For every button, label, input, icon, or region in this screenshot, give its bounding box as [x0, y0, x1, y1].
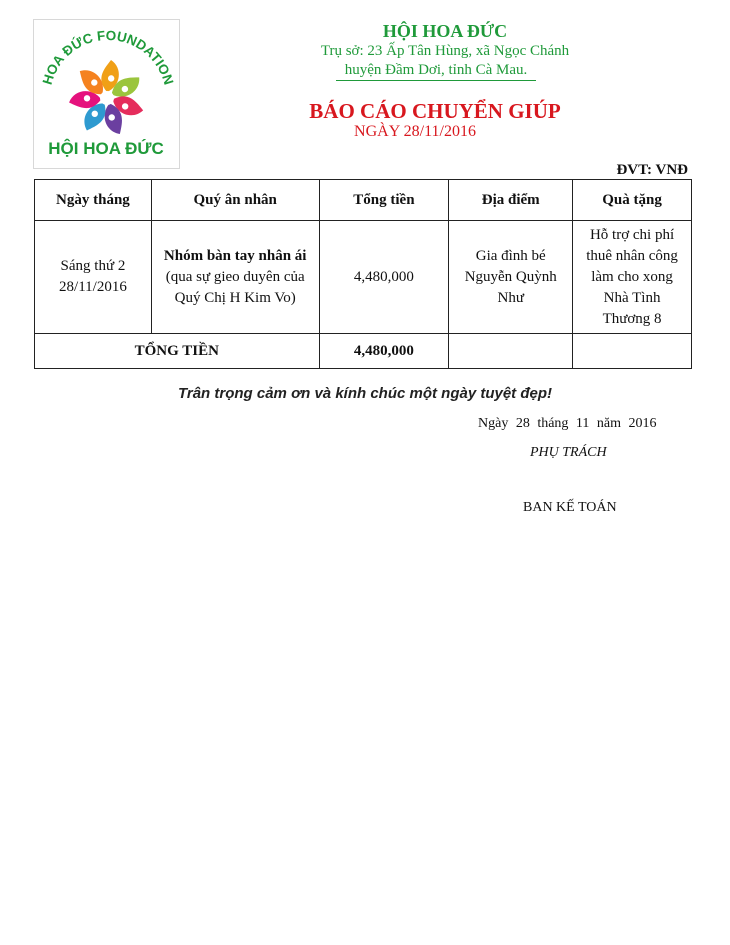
accounting-department: BAN KẾ TOÁN — [523, 500, 617, 515]
total-empty-location — [449, 334, 573, 369]
transfer-report-table — [34, 179, 692, 369]
total-amount: 4,480,000 — [319, 334, 449, 369]
total-label: TỔNG TIỀN — [35, 334, 320, 369]
date-line-2: 28/11/2016 — [59, 279, 127, 295]
total-row — [35, 334, 692, 369]
table-row — [35, 221, 692, 334]
header-gift: Quà tặng — [573, 180, 692, 221]
report-title: BÁO CÁO CHUYỂN GIÚP — [309, 99, 561, 123]
header-donor: Quý ân nhân — [151, 180, 319, 221]
thank-you-message: Trân trọng cảm ơn và kính chúc một ngày tuyệt đẹp! — [177, 385, 553, 402]
address-line-2: huyện Đầm Dơi, tỉnh Cà Mau. — [336, 62, 536, 81]
header-date: Ngày tháng — [35, 180, 152, 221]
cell-location: Gia đình bé Nguyễn Quỳnh Như — [449, 221, 573, 334]
foundation-logo — [33, 19, 180, 169]
signature-date: Ngày 28 tháng 11 năm 2016 — [478, 416, 657, 431]
report-date: NGÀY 28/11/2016 — [354, 123, 476, 140]
logo-bottom-text: HỘI HOA ĐỨC — [48, 139, 164, 158]
cell-donor — [151, 221, 319, 334]
address-line-1: Trụ sở: 23 Ấp Tân Hùng, xã Ngọc Chánh — [320, 43, 570, 59]
flower-logo-icon — [34, 20, 179, 168]
donor-note: (qua sự gieo duyên của Quý Chị H Kim Vo) — [165, 268, 305, 306]
header-amount: Tổng tiền — [319, 180, 449, 221]
total-empty-gift — [573, 334, 692, 369]
org-name: HỘI HOA ĐỨC — [382, 21, 508, 41]
currency-unit-label: ĐVT: VNĐ — [616, 162, 688, 178]
cell-amount: 4,480,000 — [319, 221, 449, 334]
header-location: Địa điểm — [449, 180, 573, 221]
in-charge-label: PHỤ TRÁCH — [530, 445, 607, 460]
cell-gift: Hỗ trợ chi phí thuê nhân công làm cho xong Nhà Tình Thương 8 — [573, 221, 692, 334]
logo-arc-text: HOA ĐỨC FOUNDATION — [39, 27, 177, 87]
cell-date — [35, 221, 152, 334]
donor-name: Nhóm bàn tay nhân ái — [163, 247, 307, 264]
date-line-1: Sáng thứ 2 — [60, 258, 126, 274]
table-header-row — [35, 180, 692, 221]
